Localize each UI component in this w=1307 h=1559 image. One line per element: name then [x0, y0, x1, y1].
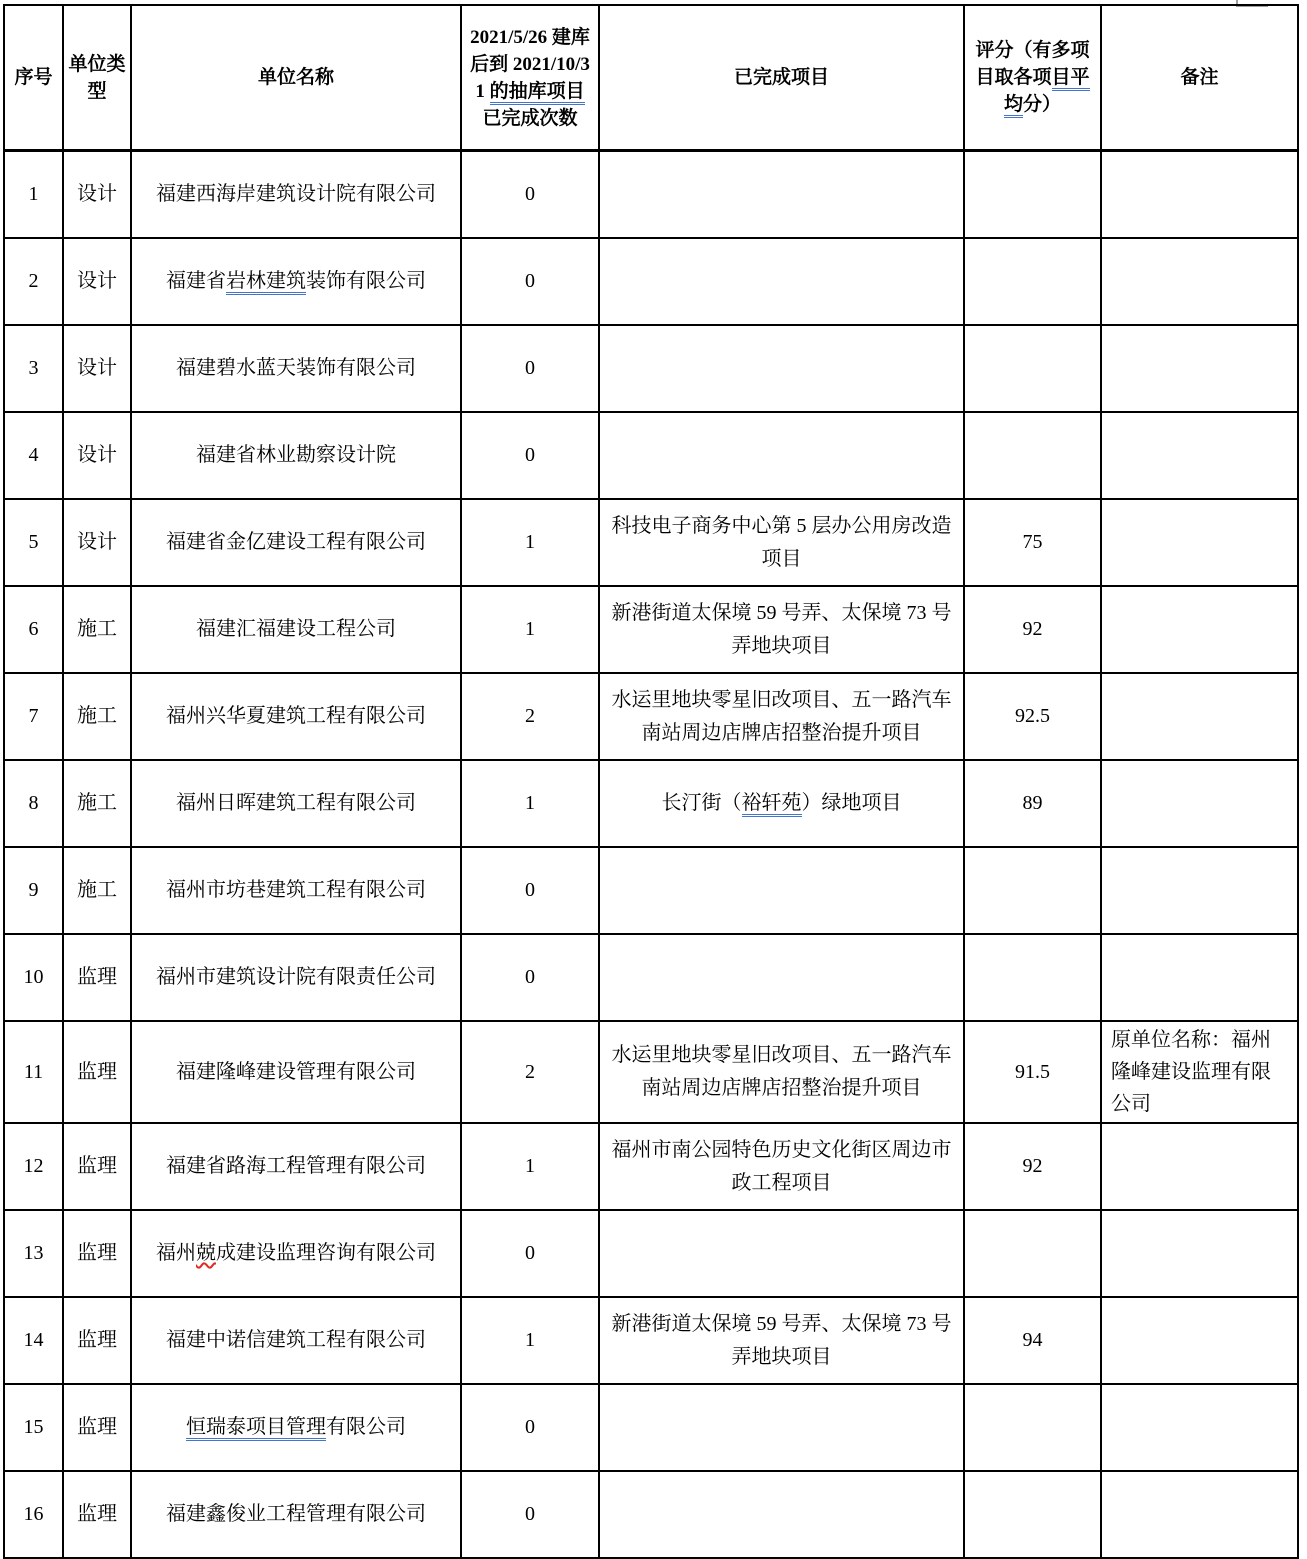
- cell-index: [4, 1123, 63, 1210]
- text-segment: 11: [23, 1060, 44, 1083]
- text-segment: 设计: [77, 270, 117, 292]
- text-segment: 长汀街（: [661, 792, 742, 814]
- cell-unit-type: [63, 760, 131, 847]
- text-segment: 施工: [77, 792, 117, 814]
- cell-index: [4, 1471, 63, 1558]
- table-row: [4, 760, 1298, 847]
- cell-completed-projects: [599, 499, 964, 586]
- text-segment: 92.5: [1015, 705, 1050, 727]
- cell-completed-count: [461, 1021, 599, 1123]
- text-segment: 9: [28, 879, 39, 901]
- cell-score: [964, 847, 1101, 934]
- cell-completed-projects: [599, 1297, 964, 1384]
- cell-index: [4, 673, 63, 760]
- text-segment: 监理: [77, 1329, 117, 1351]
- text-segment: 监理: [77, 1242, 117, 1264]
- text-segment: 设计: [77, 444, 117, 466]
- text-segment: 2021/5/26 建库后到 2021/10/31: [470, 26, 590, 102]
- cell-remark: [1101, 238, 1298, 325]
- cell-completed-projects: [599, 934, 964, 1021]
- col-header-index: 序号: [4, 5, 63, 151]
- cell-index: [4, 934, 63, 1021]
- underlined-text-segment: 恒瑞泰项目管理: [186, 1416, 326, 1441]
- cell-completed-count: [461, 1471, 599, 1558]
- cell-unit-name: [131, 673, 461, 760]
- text-segment: 75: [1022, 531, 1043, 553]
- text-segment: 92: [1022, 1155, 1043, 1177]
- cell-completed-projects: [599, 1123, 964, 1210]
- cell-index: [4, 499, 63, 586]
- cell-unit-name: [131, 151, 461, 239]
- cell-completed-projects: [599, 1384, 964, 1471]
- cell-score: [964, 1210, 1101, 1297]
- underlined-text-segment: 兢: [196, 1242, 216, 1264]
- text-segment: 福州日晖建筑工程有限公司: [176, 792, 416, 814]
- text-segment: 福建省金亿建设工程有限公司: [166, 531, 426, 553]
- cell-completed-count: [461, 412, 599, 499]
- cell-completed-projects: [599, 1210, 964, 1297]
- cell-remark: [1101, 1384, 1298, 1471]
- text-segment: 施工: [77, 705, 117, 727]
- text-segment: 0: [525, 183, 535, 205]
- cell-completed-projects: [599, 673, 964, 760]
- cell-unit-type: [63, 1123, 131, 1210]
- cell-score: [964, 673, 1101, 760]
- text-segment: 设计: [77, 531, 117, 553]
- cell-unit-type: [63, 586, 131, 673]
- cell-score: [964, 1384, 1101, 1471]
- cell-unit-type: [63, 1021, 131, 1123]
- text-segment: 1: [525, 618, 535, 640]
- text-segment: 1: [525, 792, 535, 814]
- cell-remark: [1101, 151, 1298, 239]
- cell-score: [964, 586, 1101, 673]
- cell-unit-type: [63, 1471, 131, 1558]
- cell-completed-count: [461, 1297, 599, 1384]
- cell-unit-type: [63, 151, 131, 239]
- text-segment: 92: [1022, 618, 1043, 640]
- cell-score: [964, 760, 1101, 847]
- text-segment: 0: [525, 270, 535, 292]
- cell-index: [4, 1021, 63, 1123]
- text-segment: 福建汇福建设工程公司: [196, 618, 396, 640]
- table-row: [4, 1297, 1298, 1384]
- cell-score: [964, 238, 1101, 325]
- col-header-completed-count: [461, 5, 599, 151]
- text-segment: 0: [525, 1503, 535, 1525]
- cell-remark: [1101, 499, 1298, 586]
- text-segment: 10: [23, 966, 44, 988]
- text-segment: 新港街道太保境 59 号弄、太保境 73 号弄地块项目: [611, 1312, 952, 1368]
- cell-index: [4, 1210, 63, 1297]
- cell-score: [964, 1123, 1101, 1210]
- cell-unit-name: [131, 1297, 461, 1384]
- cell-unit-type: [63, 1210, 131, 1297]
- cell-completed-count: [461, 760, 599, 847]
- text-segment: 福建碧水蓝天装饰有限公司: [176, 357, 416, 379]
- cell-remark: [1101, 586, 1298, 673]
- cell-completed-projects: [599, 412, 964, 499]
- cell-unit-name: [131, 1021, 461, 1123]
- cell-remark: [1101, 1297, 1298, 1384]
- cell-remark: [1101, 934, 1298, 1021]
- text-segment: 6: [28, 618, 39, 640]
- cell-completed-count: [461, 151, 599, 239]
- cell-index: [4, 1384, 63, 1471]
- text-segment: 1: [525, 1155, 535, 1177]
- cell-index: [4, 760, 63, 847]
- cell-unit-type: [63, 238, 131, 325]
- text-segment: 福建省林业勘察设计院: [196, 444, 396, 466]
- cell-score: [964, 151, 1101, 239]
- cell-unit-name: [131, 1210, 461, 1297]
- cell-index: [4, 847, 63, 934]
- cell-score: [964, 1021, 1101, 1123]
- text-segment: 0: [525, 1416, 535, 1438]
- text-segment: 8: [28, 792, 39, 814]
- underlined-text-segment: 岩林建筑: [226, 270, 306, 295]
- text-segment: 94: [1022, 1329, 1043, 1351]
- text-segment: 0: [525, 879, 535, 901]
- cell-remark: [1101, 1471, 1298, 1558]
- text-segment: 2: [525, 1060, 535, 1083]
- cell-completed-projects: [599, 1021, 964, 1123]
- cell-completed-count: [461, 1123, 599, 1210]
- cell-score: [964, 499, 1101, 586]
- text-segment: 0: [525, 357, 535, 379]
- table-row: [4, 325, 1298, 412]
- text-segment: 福建中诺信建筑工程有限公司: [166, 1329, 426, 1351]
- cell-remark: [1101, 1123, 1298, 1210]
- cell-unit-name: [131, 586, 461, 673]
- underlined-text-segment: 的抽库项目: [490, 81, 585, 105]
- text-segment: 原单位名称：福州隆峰建设监理有限公司: [1111, 1029, 1271, 1115]
- cell-unit-type: [63, 847, 131, 934]
- cell-index: [4, 586, 63, 673]
- cell-completed-count: [461, 238, 599, 325]
- cell-completed-count: [461, 673, 599, 760]
- cell-index: [4, 151, 63, 239]
- text-segment: 15: [23, 1416, 44, 1438]
- text-segment: 福建省: [166, 270, 226, 292]
- table-row: [4, 1021, 1298, 1123]
- table-row: [4, 847, 1298, 934]
- cell-unit-type: [63, 673, 131, 760]
- col-header-unit-type: 单位类型: [63, 5, 131, 151]
- text-segment: 监理: [77, 1503, 117, 1525]
- table-row: [4, 934, 1298, 1021]
- cell-completed-count: [461, 1384, 599, 1471]
- text-segment: 7: [28, 705, 39, 727]
- cell-unit-type: [63, 412, 131, 499]
- text-segment: 16: [23, 1503, 44, 1525]
- text-segment: 成建设监理咨询有限公司: [216, 1242, 436, 1264]
- underlined-text-segment: 目平均: [1004, 67, 1090, 118]
- cell-remark: [1101, 673, 1298, 760]
- text-segment: 设计: [77, 183, 117, 205]
- cell-index: [4, 238, 63, 325]
- text-segment: 3: [28, 357, 39, 379]
- cell-score: [964, 1297, 1101, 1384]
- table-row: [4, 151, 1298, 239]
- text-segment: 监理: [77, 1416, 117, 1438]
- table-row: [4, 1210, 1298, 1297]
- table-row: [4, 1123, 1298, 1210]
- text-segment: 0: [525, 444, 535, 466]
- text-segment: 1: [525, 531, 535, 553]
- cell-completed-projects: [599, 847, 964, 934]
- cell-unit-type: [63, 499, 131, 586]
- cell-score: [964, 412, 1101, 499]
- text-segment: 分）: [1023, 94, 1062, 115]
- text-segment: 装饰有限公司: [306, 270, 426, 292]
- text-segment: 1: [525, 1329, 535, 1351]
- cell-unit-type: [63, 325, 131, 412]
- table-row: [4, 586, 1298, 673]
- cell-unit-type: [63, 1384, 131, 1471]
- text-segment: 评分（有多项目取各项: [975, 40, 1090, 88]
- cell-remark: [1101, 412, 1298, 499]
- cell-completed-count: [461, 847, 599, 934]
- cell-remark: [1101, 1021, 1298, 1123]
- table-row: [4, 412, 1298, 499]
- col-header-score: [964, 5, 1101, 151]
- cell-index: [4, 1297, 63, 1384]
- cell-completed-projects: [599, 1471, 964, 1558]
- cell-unit-name: [131, 499, 461, 586]
- text-segment: 设计: [77, 357, 117, 379]
- text-segment: 有限公司: [326, 1416, 406, 1438]
- cell-completed-count: [461, 586, 599, 673]
- text-segment: 福州: [156, 1242, 196, 1264]
- text-segment: 福建西海岸建筑设计院有限公司: [156, 183, 436, 205]
- text-segment: 科技电子商务中心第 5 层办公用房改造项目: [611, 514, 952, 570]
- cell-score: [964, 325, 1101, 412]
- text-segment: 89: [1022, 792, 1043, 814]
- cell-score: [964, 1471, 1101, 1558]
- text-segment: 福州市建筑设计院有限责任公司: [156, 966, 436, 988]
- cell-unit-name: [131, 1384, 461, 1471]
- text-segment: 监理: [77, 966, 117, 988]
- cell-completed-projects: [599, 760, 964, 847]
- text-segment: 14: [23, 1329, 44, 1351]
- cell-remark: [1101, 760, 1298, 847]
- text-segment: 施工: [77, 879, 117, 901]
- table-row: [4, 1384, 1298, 1471]
- text-segment: 12: [23, 1155, 44, 1177]
- cell-completed-projects: [599, 151, 964, 239]
- text-segment: 福建省路海工程管理有限公司: [166, 1155, 426, 1177]
- text-segment: 已完成次数: [482, 107, 578, 129]
- text-segment: 福州市坊巷建筑工程有限公司: [166, 879, 426, 901]
- table-body: [4, 151, 1298, 1559]
- text-segment: 4: [28, 444, 39, 466]
- table-row: [4, 673, 1298, 760]
- col-header-remark: 备注: [1101, 5, 1298, 151]
- col-header-unit-name: 单位名称: [131, 5, 461, 151]
- cell-unit-name: [131, 1471, 461, 1558]
- text-segment: 2: [525, 705, 535, 727]
- cell-unit-name: [131, 412, 461, 499]
- text-segment: 2: [28, 270, 39, 292]
- cell-remark: [1101, 325, 1298, 412]
- text-segment: 0: [525, 1242, 535, 1264]
- cell-completed-count: [461, 325, 599, 412]
- cell-unit-type: [63, 934, 131, 1021]
- cell-score: [964, 934, 1101, 1021]
- text-segment: 监理: [77, 1155, 117, 1177]
- text-segment: 91.5: [1015, 1060, 1050, 1083]
- text-segment: 福州兴华夏建筑工程有限公司: [166, 705, 426, 727]
- cell-completed-projects: [599, 238, 964, 325]
- text-segment: 1: [28, 183, 39, 205]
- cell-completed-projects: [599, 325, 964, 412]
- text-segment: ）绿地项目: [801, 792, 902, 814]
- col-header-completed-projects: 已完成项目: [599, 5, 964, 151]
- cell-remark: [1101, 1210, 1298, 1297]
- text-segment: 福建隆峰建设管理有限公司: [176, 1060, 416, 1083]
- table-row: [4, 499, 1298, 586]
- text-segment: 福州市南公园特色历史文化街区周边市政工程项目: [611, 1138, 952, 1194]
- cell-index: [4, 412, 63, 499]
- header-row: [4, 5, 1298, 151]
- cell-completed-projects: [599, 586, 964, 673]
- cell-unit-name: [131, 934, 461, 1021]
- text-segment: 13: [23, 1242, 44, 1264]
- cell-completed-count: [461, 1210, 599, 1297]
- table-row: [4, 238, 1298, 325]
- text-segment: 水运里地块零星旧改项目、五一路汽车南站周边店牌店招整治提升项目: [611, 1044, 952, 1099]
- underlined-text-segment: 裕轩苑: [742, 792, 802, 817]
- unit-evaluation-table: [3, 4, 1299, 1559]
- cell-unit-name: [131, 847, 461, 934]
- cell-index: [4, 325, 63, 412]
- text-segment: 5: [28, 531, 39, 553]
- cell-unit-name: [131, 1123, 461, 1210]
- cell-remark: [1101, 847, 1298, 934]
- text-segment: 新港街道太保境 59 号弄、太保境 73 号弄地块项目: [611, 601, 952, 657]
- text-segment: 水运里地块零星旧改项目、五一路汽车南站周边店牌店招整治提升项目: [611, 688, 952, 744]
- cell-unit-type: [63, 1297, 131, 1384]
- text-segment: 监理: [77, 1060, 117, 1083]
- cell-completed-count: [461, 934, 599, 1021]
- text-segment: 福建鑫俊业工程管理有限公司: [166, 1503, 426, 1525]
- text-segment: 施工: [77, 618, 117, 640]
- text-segment: 0: [525, 966, 535, 988]
- cell-unit-name: [131, 238, 461, 325]
- table-row: [4, 1471, 1298, 1558]
- cell-unit-name: [131, 760, 461, 847]
- cell-completed-count: [461, 499, 599, 586]
- cell-unit-name: [131, 325, 461, 412]
